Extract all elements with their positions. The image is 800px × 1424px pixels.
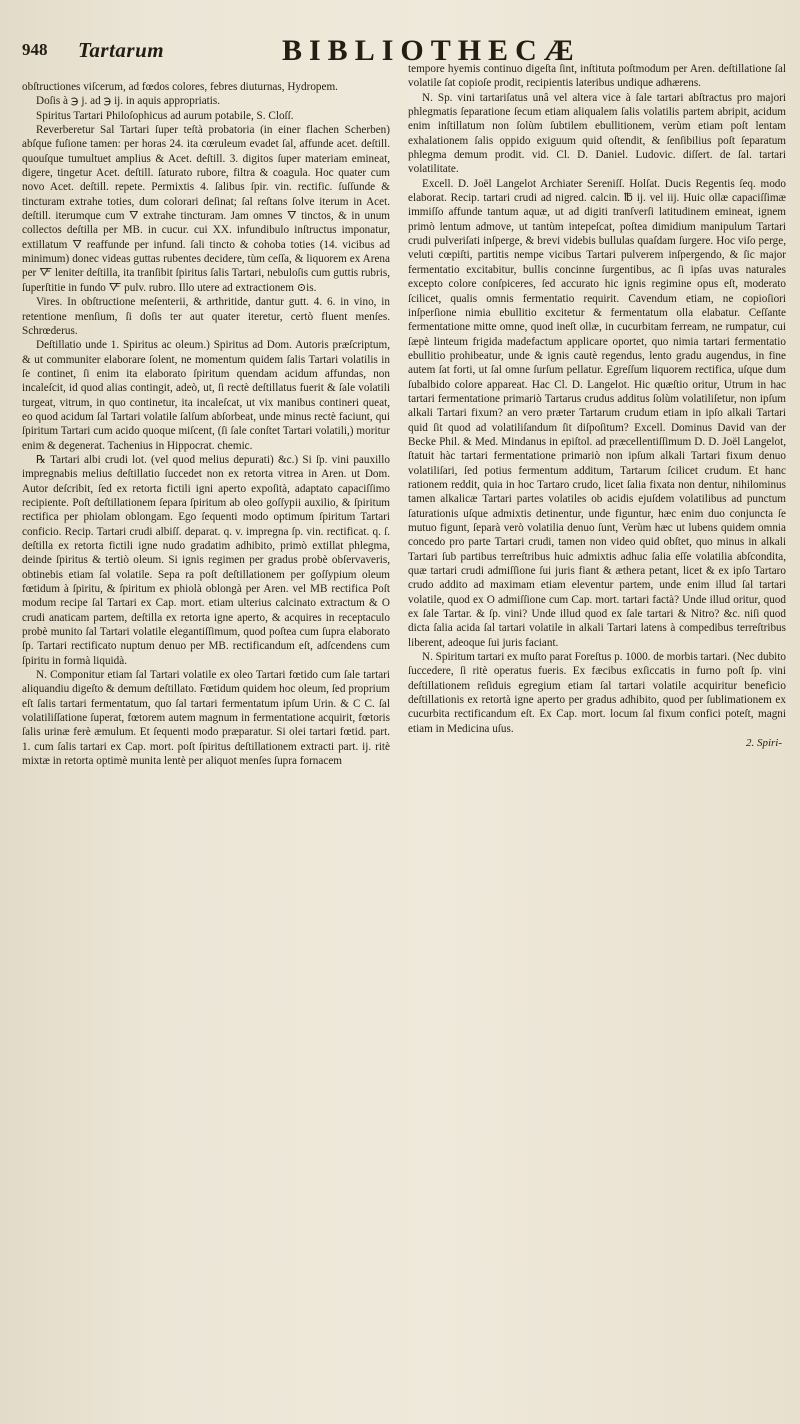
- paragraph: Excell. D. Joël Langelot Archiater Sereniſſ. Holſat. Ducis Regentis ſeq. modo elaborat. Recip. tartari crudi ad nigred. calcin. ℔ ij. vel iij. Huic ollæ capaciſſimæ immiſſo affunde tantum aquæ, ut ad digiti tranſverſi latitudinem emineat, ignem primò lentum admove, ut tantùm intepeſcat, poſtea dimidium manipulum Tartari crudi pulveriſati inſperge, & brevi videbis bullulas quaſdam ſurgere. Hoc viſo perge, veluti cœpiſti, partitis nempe vicibus Tartari pulverem inſpergendo, & ſic major fermentatio excitabitur, bullis concinne ſurgentibus, ac ſi ipſas uvas naturales excepto colore conſpiceres, ſed accurato hic ignis regimine opus eſt, moderato ſcilicet, qualis omnis fermentatio requirit. Cavendum etiam, ne copioſiori inſperſione nimia ebullitio excitetur & fermentatum olla elabatur. Ceſſante fermentatione mitte omne, quod ineſt ollæ, in cucurbitam ferream, ne rumpatur, cui ſæpè linteum frigida madefactum applicare oportet, quo nimia tartari fermentatio ebullitio prohibeatur, unde & ignis cautè regendus, lento gradu augendus, in fine autem ſat forti, ut ſal omne ſurſum pellatur. Egreſſum liquorem rectifica, uſque dum ſubalbido colore appareat. Hac Cl. D. Langelot. Hic quæſtio oritur, Utrum in hac tartari fermentatione primariò Tartarus crudus additus ſolùm volatiliſetur, non ipſum alkali Tartari fixum? an vero præter Tartarum crudum etiam in ipſo alkali Tartari quid ſit quod ad volatiliſandum ſit diſpoſitum? Excell. Dominus David van der Becke Phil. & Med. Mindanus in epiſtol. ad præcellentiſſimum D. D. Joël Langelot, ſtatuit hàc tartari fermentatione primariò non ipſum alkali Tartari fixum denuo volatiliſari, ſed potius fermentum additum, Tartarum ſcilicet crudum. Et hanc rationem reddit, quia in hoc Tartaro crudo, licet ſalia fixata non dentur, nihilominus tamen alkalicæ Tartari partes volatiles ob acidis ejuſdem volatilibus ad punctum ſaturationis uſque admixtis detinentur, unde figuntur, hæc enim duo conjuncta ſe mutuo figunt, ſeparà verò volatilia denuo ſunt, Verùm hæc ut lubens quidem omnia concedo pro parte Tartari crudi, tamen non video quid obſtet, quo minus in alkali Tartari ſub partibus terreſtribus huic admixtis adhuc ſalia eſſe volatilia abſcondita, quæ tartari crudi admiſſione ſui juris fiant & æthera petant, licet & ex ipſo Tartaro crudo addito ad maximam etiam eleventur partem, unde enim illud ſal tartari volatile, quod ex O admiſſione cum Cap. mort. tartari factà? Unde illud oritur, quod ex ſale Tartar. & ſp. vini? Unde illud quod ex ſale tartari & Nitro? &c. niſi quod dicta ſalia acida ſal tartari volatile in alkali Tartari latens à compedibus terreſtribus liberent, adeoque ſui juris faciant.: [408, 177, 786, 649]
- page-number: 948: [22, 40, 48, 59]
- text-columns: [22, 63, 786, 769]
- paragraph: N. Sp. vini tartariſatus unâ vel altera vice à ſale tartari abſtractus pro majori phlegmatis ſeparatione ſecum etiam aliqualem ſalis volatilis partem abripit, acidum enim inſtillatum non ſolùm ſubtilem ebullitionem, verùm etiam poſt lentam exhalationem ſalis oppido exiguum quid oſtendit, & ſenſibilius poſt ſeparatum phlegma demum prodit. vid. Cl. D. Daniel. Ludovic. diſſert. de ſal. tartari volatilitate.: [408, 91, 786, 176]
- paragraph: N. Spiritum tartari ex muſto parat Foreſtus p. 1000. de morbis tartari. (Nec dubito ſuccedere, ſi ritè operatus fueris. Ex fæcibus exſiccatis in furno poſt ſp. vini deſtillationem reſiduis egregium etiam ſal tartari volatile acquiritur beneficio deſtillationis ex retortà igne aperto per gradus adhibito, quod per ſublimationem ex cucurbita rectificandum eſt. Ex Cap. mort. locum ſal fixum confici poteſt, magni etiam in Medicina uſus.: [408, 651, 786, 735]
- paragraph: obſtructiones viſcerum, ad fœdos colores, febres diuturnas, Hydropem.: [22, 81, 338, 93]
- left-column: [22, 80, 390, 769]
- paragraph: Deſtillatio unde 1. Spiritus ac oleum.) Spiritus ad Dom. Autoris præſcriptum, & ut communiter elaborare ſolent, ne momentum quidem ſalis Tartari volatilis in ſe continet, ſi enim ita elaborato ſpiritum quendam acidum affundas, non incaleſcit, id quod alias contingit, adeò, ut, ſi rectè deſtillatus fuerit & ſale volatili turgeat, vitrum, in quo continetur, ita incaleſcat, ut vix manibus contineri queat, eo quod acidum ſal Tartari volatile ſalſum abſorbeat, unde minus rectè faciunt, qui ſpiritum Tartari cum acido quoque miſcent, (ſi ſale conſtet Tartari volatili,) moritur enim & degenerat. Tachenius in Hippocrat. chemic.: [22, 339, 390, 452]
- paragraph: Doſis à ℈ j. ad ℈ ij. in aquis appropriatis.: [36, 95, 221, 108]
- catchword: 2. Spiri-: [745, 737, 782, 750]
- right-column: [408, 62, 786, 769]
- paragraph: Spiritus Tartari Philoſophicus ad aurum potabile, S. Cloſſ.: [36, 109, 294, 122]
- paragraph: Vires. In obſtructione meſenterii, & arthritide, dantur gutt. 4. 6. in vino, in retentione menſium, ſi doſis ter aut quater iteretur, certò fluent menſes. Schrœderus.: [22, 296, 390, 337]
- page-header: [22, 34, 786, 90]
- running-head: Tartarum: [78, 38, 165, 62]
- paragraph: tempore hyemis continuo digeſta ſint, inſtituta poſtmodum per Aren. deſtillatione ſal volatile ſat copioſe prodit, recipientis lateribus undique adhærens.: [408, 63, 786, 90]
- page-title: BIBLIOTHECÆ: [282, 34, 581, 67]
- paragraph: N. Componitur etiam ſal Tartari volatile ex oleo Tartari fœtido cum ſale tartari aliquandiu digeſto & demum deſtillato. Fœtidum quidem hoc oleum, ſed proprium eſt ſalis tartari fermentatum, quo ſal tartari fermentatum ipſum Urin. & C C. ſal volatiliſſatione ſuperat, fœtorem autem magnum in fermentatione acquirit, fœtoris ſalis urinæ ferè æmulum. Et ſequenti modo præparatur. Si olei tartari fœtid. part. 1. cum ſalis tartari ex Cap. mort. poſt ſpiritus deſtillationem extracti part. ij. ritè mixtæ in retorta optimè munita lentè per aliquot menſes ſupra fornacem: [22, 669, 390, 768]
- paragraph: ℞ Tartari albi crudi lot. (vel quod melius depurati) &c.) Si ſp. vini pauxillo impregnabis melius deſtillatio ſuccedet non ex retorta vitrea in Aren. ut Dom. Autor deſcribit, ſed ex retorta fictili igni aperto expoſità, adaptato capaciſſimo recipiente. Poſt deſtillationem ſepara ſpiritum ab oleo goſſypii auxilio, & ſpiritum rectifica per phiolam oblongam. Ego ſequenti modo optimum ſpiritum Tartari conficio. Recip. Tartari crudi albiſſ. deparat. q. v. impregna ſp. vin. rectificat. q. ſ. deſtilla ex retorta fictili igne nudo gradatim adhibito, primò extillat phlegma, deinde ſpiritus & tertiò oleum. Si ignis regimen per gradus probè obſervaveris, obtinebis etiam ſal volatile. Sepa ra poſt deſtillationem per goſſypium oleum fœtidum à ſpiritu, & ſpiritum ex phiolà oblongà per Aren. vel MB rectifica Poſt modum recipe ſal Tartari ex Cap. mort. etiam ulterius calcinato extractum & O crudi anaticam partem, deſtilla ex retorta igne aperto, & acquires in receptaculo probè munito ſal Tartari volatile elegantiſſimum, quod poſtea cum ſupra elaborato ſp. Tartari rectificato nuptum denuo per MB. rectificandum eſt, adſcendens cum ſpiritu in formà liquidà.: [22, 453, 390, 667]
- paragraph: Reverberetur Sal Tartari ſuper teſtà probatoria (in einer flachen Scherben) abſque fuſione tamen: per horas 24. ita cœruleum evadet ſal, affunde acet. deſtill. quouſque tumultuet amplius & Acet. deſtill. 3. digitos ſuper materiam emineat, digere, tingetur Acet. deſtill. ſaturato rubore, filtra & coagula. Hoc quater cum novo Acet. deſtill. repete. Permixtis 4. ſalibus ſpir. vin. rectific. ſuſſunde & tincturam extrahe toties, dum colorari deſinat; ſal reſtans ſolve iterum in Acet. deſtill. iterumque cum 🜄 extrahe tincturam. Jam omnes 🜄 tinctos, & in unum collectos deſtilla per MB. in cucur. cui XX. infundibulo inſtructus imponatur, extillatum 🜄 reaffunde per infund. ſali tincto & cohoba toties (14. vicibus ad minimum) donec videas guttas rubentes decidere, tùm ceſſa, & liquorem ex Arena per 🜅 leniter deſtilla, ita tranſibit ſpiritus ſalis Tartari, nebuloſis cum guttis rubris, ſuperſtitie in fundo 🜅 pulv. rubro. Illo utere ad extractionem ⊙is.: [22, 124, 390, 294]
